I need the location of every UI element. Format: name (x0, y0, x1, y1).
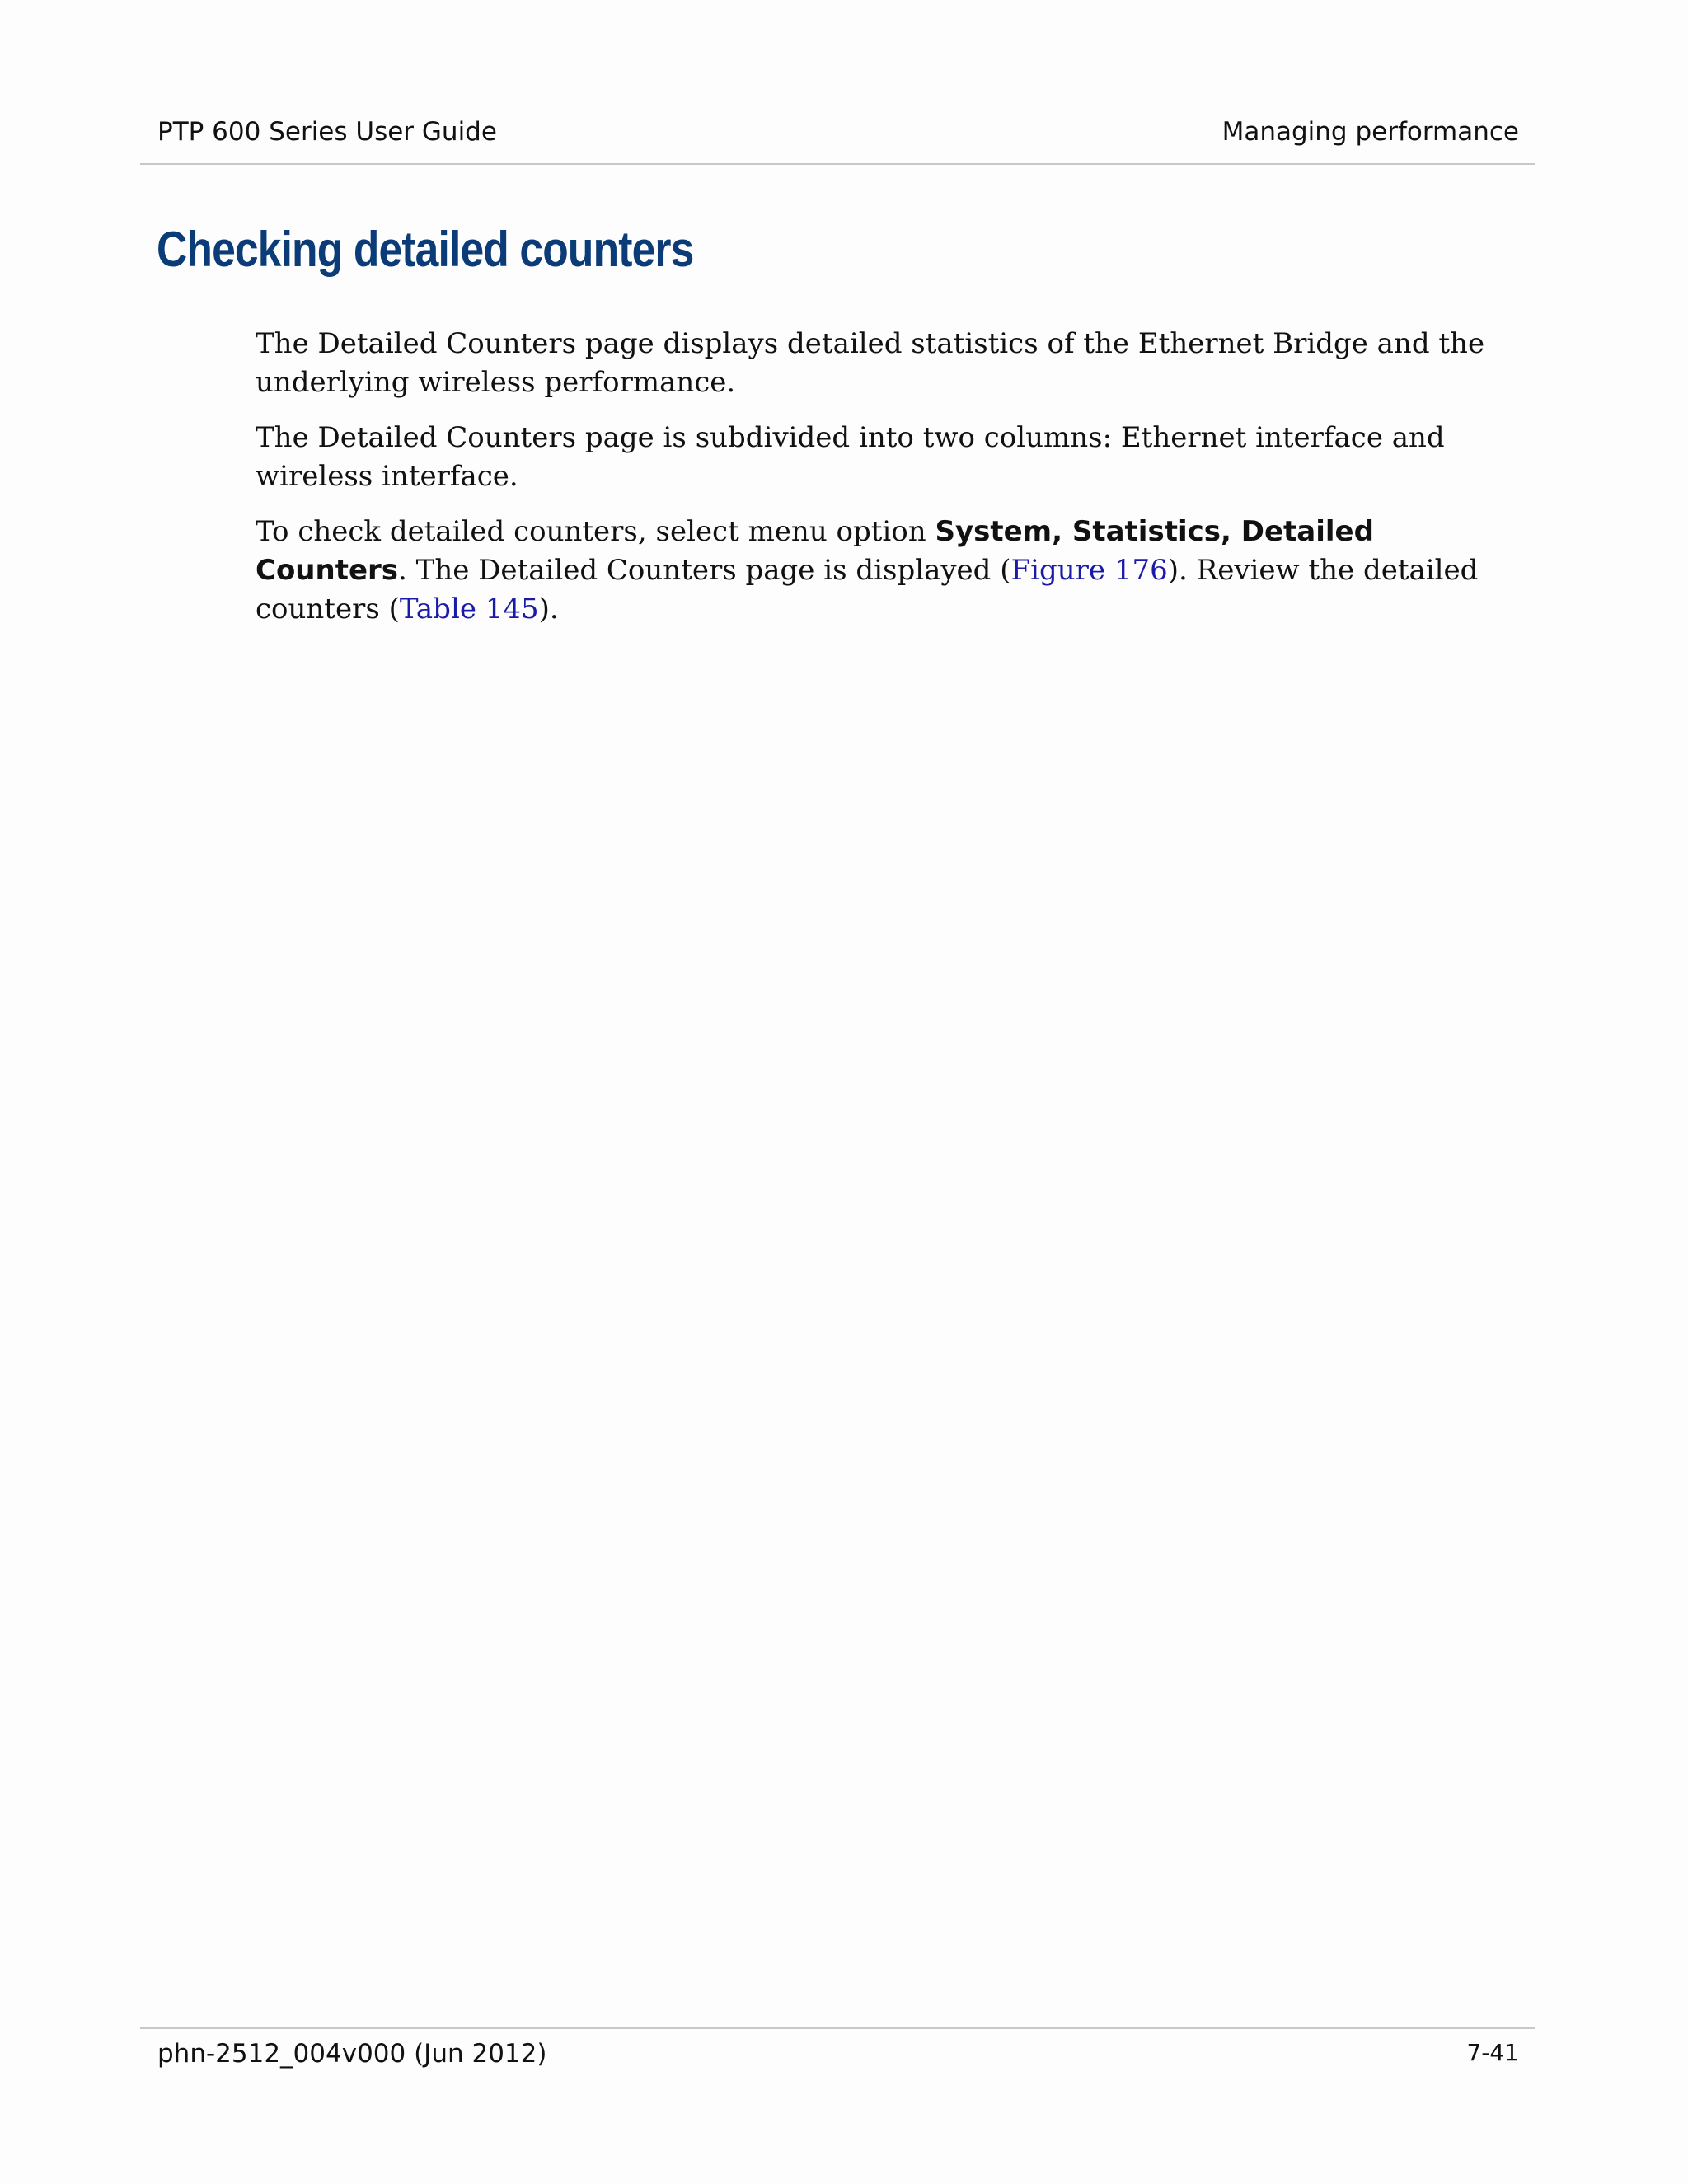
paragraph-procedure (256, 513, 1535, 629)
page-footer (140, 2027, 1535, 2069)
procedure-text-end: ). (538, 593, 559, 626)
page-header (140, 0, 1535, 165)
menu-path: System, Statistics, Detailed Counters (256, 515, 1374, 587)
procedure-text-middle: ). Review the detailed counters ( (256, 554, 1479, 626)
procedure-intro-text: To check detailed counters, select menu option (256, 515, 935, 548)
section-heading: Checking detailed counters (157, 222, 694, 277)
paragraph-intro: The Detailed Counters page displays detailed statistics of the Ethernet Bridge and the underlying wireless performance. (256, 327, 1485, 399)
section-body (256, 325, 1535, 645)
procedure-text: . The Detailed Counters page is displayed ( (398, 554, 1011, 587)
figure-link[interactable]: Figure 176 (1010, 554, 1168, 587)
document-title: PTP 600 Series User Guide (157, 117, 497, 147)
table-link[interactable]: Table 145 (399, 593, 539, 626)
page-number: 7-41 (1466, 2039, 1519, 2066)
chapter-title: Managing performance (1221, 117, 1519, 147)
paragraph-columns: The Detailed Counters page is subdivided into two columns: Ethernet interface and wireless interface. (256, 421, 1445, 493)
document-id: phn-2512_004v000 (Jun 2012) (157, 2039, 547, 2069)
